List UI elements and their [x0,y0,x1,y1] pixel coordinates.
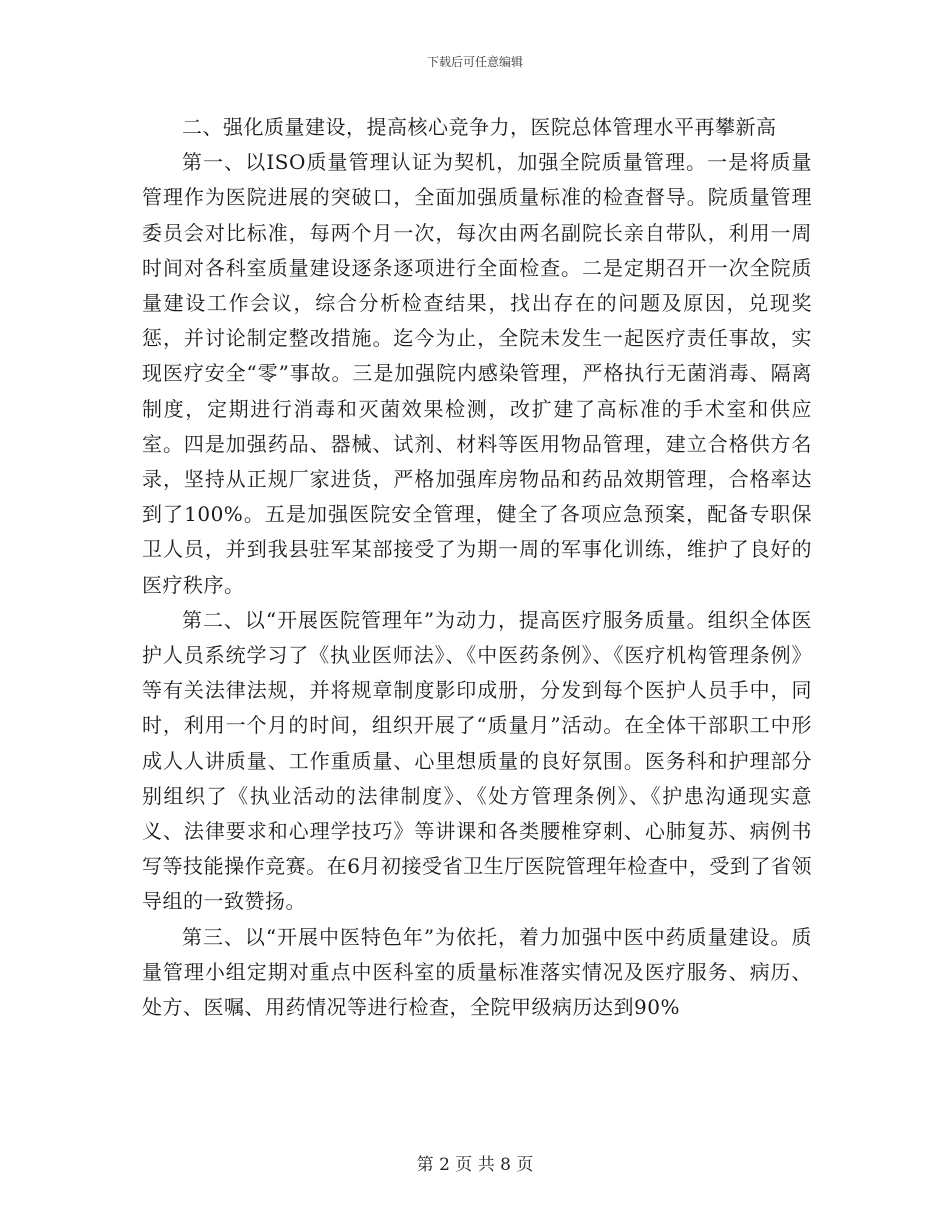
paragraph-2: 第二、以“开展医院管理年”为动力，提高医疗服务质量。组织全体医护人员系统学习了《执业医师法》、《中医药条例》、《医疗机构管理条例》等有关法律法规，并将规章制度影印成册，分发到每个医护人员手中，同时，利用一个月的时间，组织开展了“质量月”活动。在全体干部职工中形成人人讲质量、工作重质量、心里想质量的良好氛围。医务科和护理部分别组织了《执业活动的法律制度》、《处方管理条例》、《护患沟通现实意义、法律要求和心理学技巧》等讲课和各类腰椎穿刺、心肺复苏、病例书写等技能操作竞赛。在6月初接受省卫生厅医院管理年检查中，受到了省领导组的一致赞扬。 [142,607,812,914]
document-body [142,110,812,1025]
paragraph-1: 第一、以ISO质量管理认证为契机，加强全院质量管理。一是将质量管理作为医院进展的突破口，全面加强质量标准的检查督导。院质量管理委员会对比标准，每两个月一次，每次由两名副院长亲自带队，利用一周时间对各科室质量建设逐条逐项进行全面检查。二是定期召开一次全院质量建设工作会议，综合分析检查结果，找出存在的问题及原因，兑现奖惩，并讨论制定整改措施。迄今为止，全院未发生一起医疗责任事故，实现医疗安全“零”事故。三是加强院内感染管理，严格执行无菌消毒、隔离制度，定期进行消毒和灭菌效果检测，改扩建了高标准的手术室和供应室。四是加强药品、器械、试剂、材料等医用物品管理，建立合格供方名录，坚持从正规厂家进货，严格加强库房物品和药品效期管理，合格率达到了100%。五是加强医院安全管理，健全了各项应急预案，配备专职保卫人员，并到我县驻军某部接受了为期一周的军事化训练，维护了良好的医疗秩序。 [142,150,812,597]
page-header: 下载后可任意编辑 [426,55,523,69]
paragraph-3: 第三、以“开展中医特色年”为依托，着力加强中医中药质量建设。质量管理小组定期对重点中医科室的质量标准落实情况及医疗服务、病历、处方、医嘱、用药情况等进行检查，全院甲级病历达到90% [142,924,812,1020]
section-heading: 二、强化质量建设，提高核心竞争力，医院总体管理水平再攀新高 [182,115,777,139]
page-number: 第 2 页 共 8 页 [416,1155,534,1175]
